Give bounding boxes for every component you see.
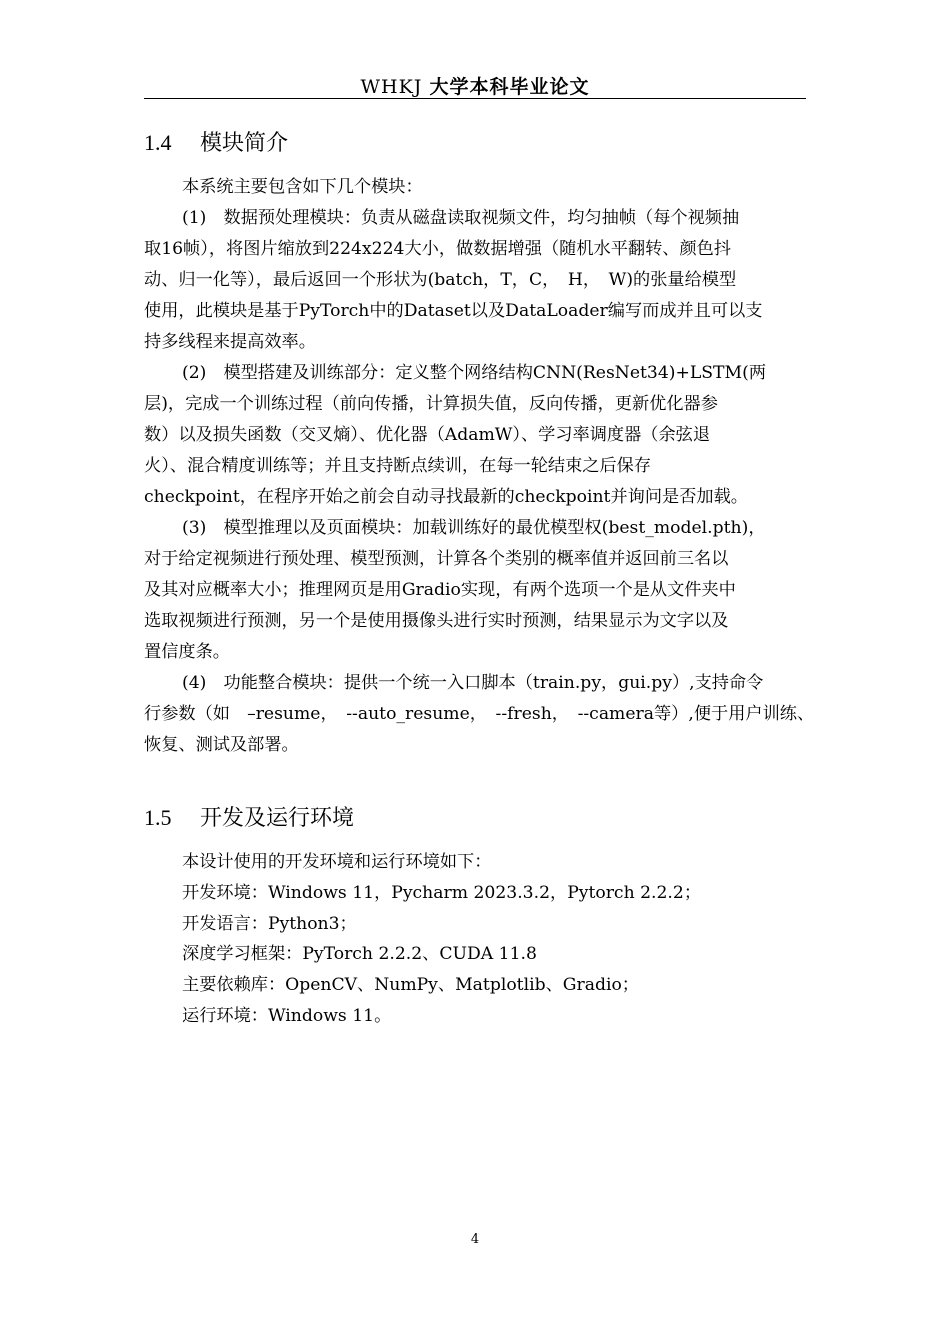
module-item-2 — [144, 358, 806, 513]
module-item-4 — [144, 668, 815, 761]
section-intro — [144, 172, 806, 203]
page-number: 4 — [470, 1232, 480, 1247]
item-line: 动、归一化等），最后返回一个形状为(batch，T，C， H， W)的张量给模型 — [144, 270, 737, 290]
env-line: 深度学习框架：PyTorch 2.2.2、CUDA 11.8 — [182, 944, 537, 965]
header-rule — [144, 98, 806, 99]
env-line: 开发语言：Python3； — [182, 913, 357, 934]
header-title: 大学本科毕业论文 — [429, 76, 590, 98]
section-number: 1.4 — [144, 130, 172, 155]
item-line: 数）以及损失函数（交叉熵）、优化器（AdamW）、学习率调度器（余弦退 — [144, 425, 711, 445]
item-line: 行参数（如 –resume， --auto_resume， --fresh， --camera等）,便于用户训练、 — [144, 704, 815, 724]
module-item-1 — [144, 203, 806, 358]
item-line: 恢复、测试及部署。 — [144, 735, 299, 755]
intro-line: 本系统主要包含如下几个模块： — [182, 177, 423, 197]
item-line: (3) 模型推理以及页面模块：加载训练好的最优模型权(best_model.pth)， — [182, 518, 766, 538]
env-line: 开发环境：Windows 11，Pycharm 2023.3.2，Pytorch 2.2.2； — [182, 882, 702, 903]
header-school: WHKJ — [360, 76, 423, 98]
item-line: 层)，完成一个训练过程（前向传播，计算损失值，反向传播，更新优化器参 — [144, 394, 718, 414]
item-line: 使用，此模块是基于PyTorch中的Dataset以及DataLoader编写而成并且可以支 — [144, 301, 763, 321]
item-line: checkpoint，在程序开始之前会自动寻找最新的checkpoint并询问是否加载。 — [144, 487, 748, 507]
env-line: 本设计使用的开发环境和运行环境如下： — [182, 852, 492, 872]
item-line: 取16帧），将图片缩放到224x224大小，做数据增强（随机水平翻转、颜色抖 — [144, 239, 732, 259]
section-heading-1-5 — [144, 801, 354, 832]
item-line: 对于给定视频进行预处理、模型预测，计算各个类别的概率值并返回前三名以 — [144, 549, 729, 569]
section-title: 模块简介 — [200, 131, 289, 156]
page-header — [144, 72, 806, 99]
item-line: 选取视频进行预测，另一个是使用摄像头进行实时预测，结果显示为文字以及 — [144, 611, 729, 631]
env-line: 运行环境：Windows 11。 — [182, 1005, 392, 1026]
item-line: 火）、混合精度训练等；并且支持断点续训，在每一轮结束之后保存 — [144, 456, 652, 476]
item-line: (4) 功能整合模块：提供一个统一入口脚本（train.py，gui.py）,支持命令 — [182, 673, 764, 693]
section-title: 开发及运行环境 — [200, 806, 355, 831]
item-line: 置信度条。 — [144, 642, 230, 662]
section-heading-1-4 — [144, 126, 288, 157]
item-line: (1) 数据预处理模块：负责从磁盘读取视频文件，均匀抽帧（每个视频抽 — [182, 208, 740, 228]
item-line: (2) 模型搭建及训练部分：定义整个网络结构CNN(ResNet34)+LSTM(两 — [182, 363, 767, 383]
module-item-3 — [144, 513, 806, 668]
env-line: 主要依赖库：OpenCV、NumPy、Matplotlib、Gradio； — [182, 975, 639, 996]
item-line: 持多线程来提高效率。 — [144, 332, 316, 352]
environment-list — [182, 847, 701, 1032]
section-number: 1.5 — [144, 805, 172, 830]
item-line: 及其对应概率大小；推理网页是用Gradio实现，有两个选项一个是从文件夹中 — [144, 580, 736, 600]
